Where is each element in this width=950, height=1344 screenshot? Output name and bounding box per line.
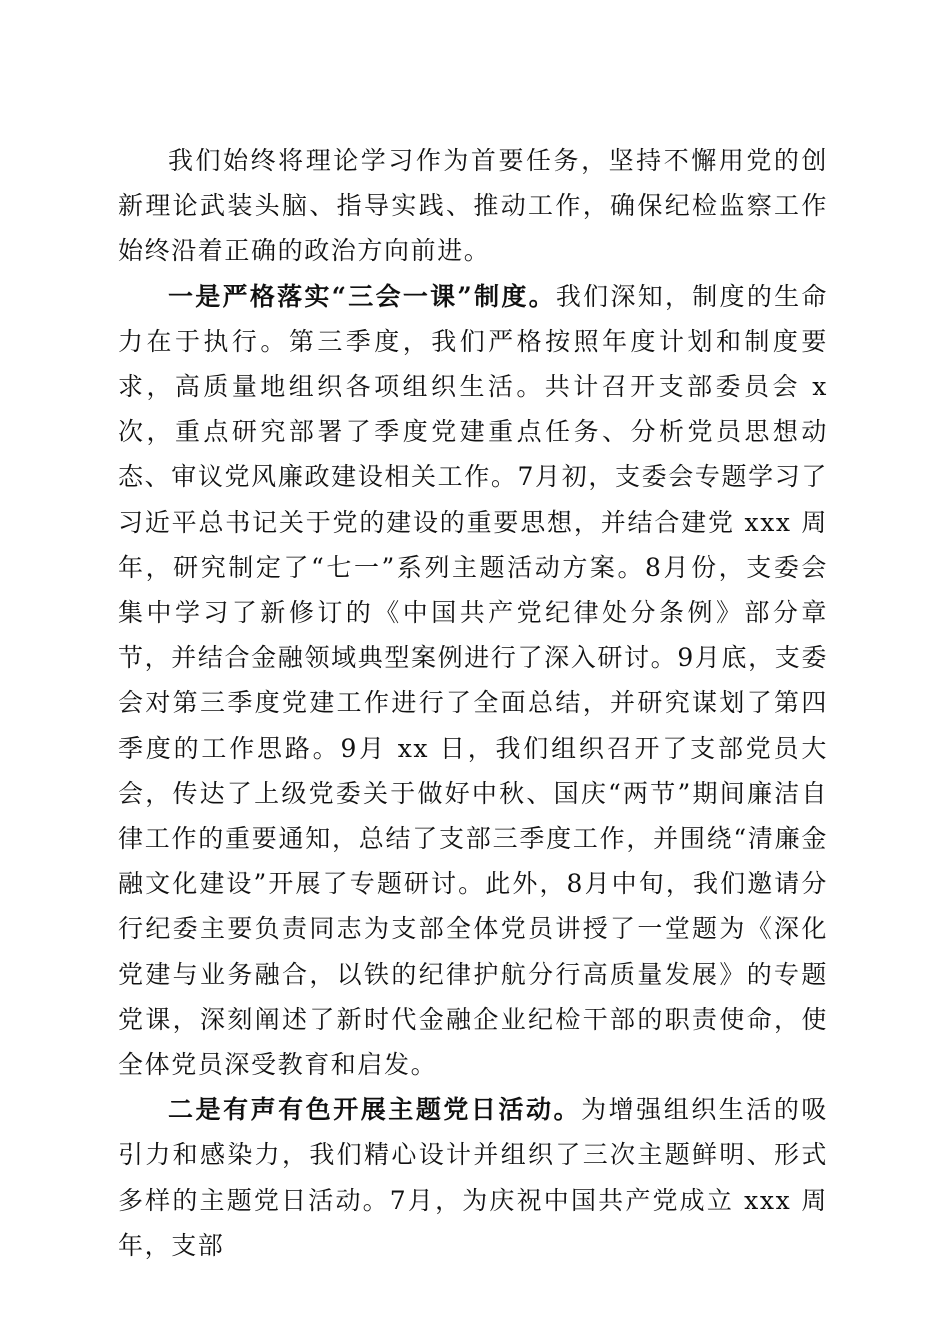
paragraph-intro [118,138,828,274]
paragraph-text: 为增强组织生活的吸引力和感染力，我们精心设计并组织了三次主题鲜明、形式多样的主题党日活动。7月，为庆祝中国共产党成立 xxx 周年，支部 [118,1095,828,1260]
paragraph-text: 我们始终将理论学习作为首要任务，坚持不懈用党的创新理论武装头脑、指导实践、推动工作，确保纪检监察工作始终沿着正确的政治方向前进。 [118,146,828,266]
paragraph-lead: 一是严格落实“三会一课”制度。 [168,281,556,311]
paragraph-text: 我们深知，制度的生命力在于执行。第三季度，我们严格按照年度计划和制度要求，高质量地组织各项组织生活。共计召开支部委员会 x 次，重点研究部署了季度党建重点任务、分析党员思想动态、审议党风廉政建设相关工作。7月初，支委会专题学习了习近平总书记关于党的建设的重要思想，并结合建党 xxx 周年，研究制定了“七一”系列主题活动方案。8月份，支委会集中学习了新修订的《中国共产党纪律处分条例》部分章节，并结合金融领域典型案例进行了深入研讨。9月底，支委会对第三季度党建工作进行了全面总结，并研究谋划了第四季度的工作思路。9月 xx 日，我们组织召开了支部党员大会，传达了上级党委关于做好中秋、国庆“两节”期间廉洁自律工作的重要通知，总结了支部三季度工作，并围绕“清廉金融文化建设”开展了专题研讨。此外，8月中旬，我们邀请分行纪委主要负责同志为支部全体党员讲授了一堂题为《深化党建与业务融合，以铁的纪律护航分行高质量发展》的专题党课，深刻阐述了新时代金融企业纪检干部的职责使命，使全体党员深受教育和启发。 [118,281,828,1080]
paragraph-lead: 二是有声有色开展主题党日活动。 [168,1095,582,1125]
paragraph-item-2 [118,1087,828,1268]
paragraph-item-1 [118,274,828,1088]
document-body [118,138,828,1268]
